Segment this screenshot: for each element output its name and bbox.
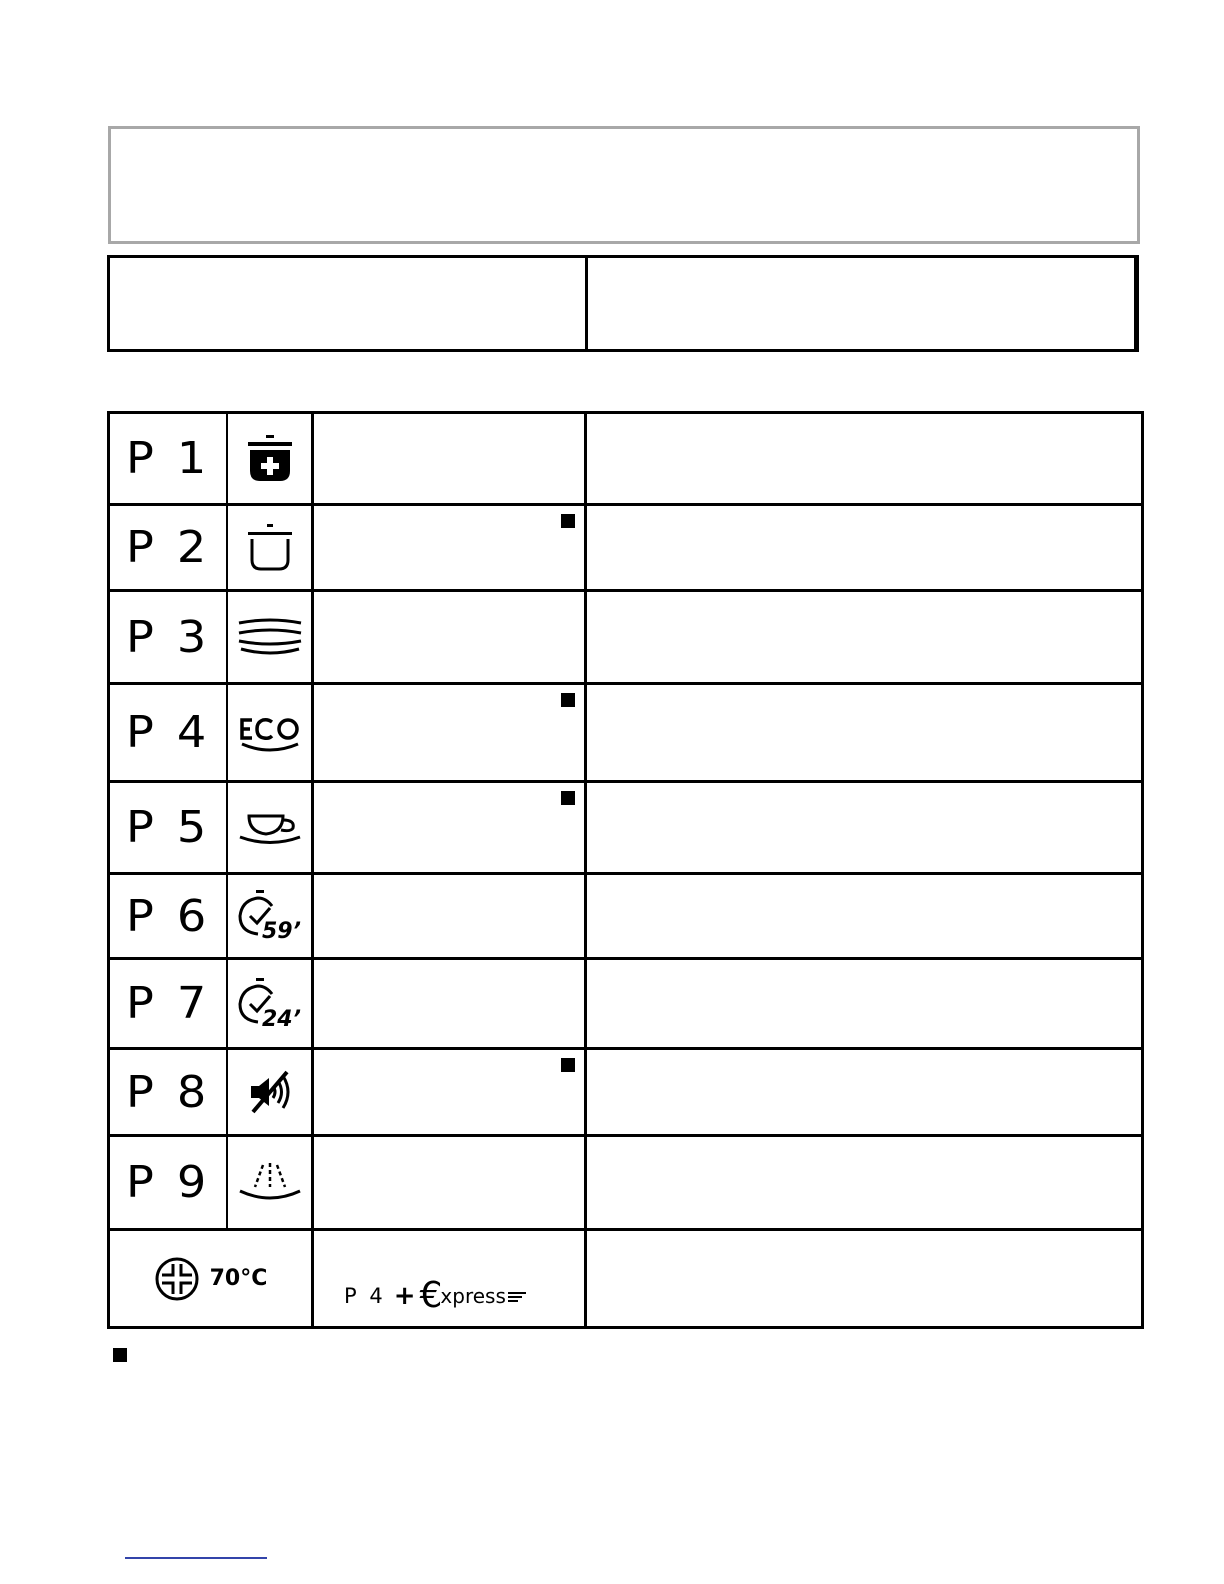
header-cell-left xyxy=(110,258,588,349)
program-name-cell xyxy=(314,506,587,589)
program-name-cell xyxy=(314,685,587,780)
program-code-cell xyxy=(110,960,228,1047)
spray-rinse-icon xyxy=(237,1161,303,1205)
recommended-marker xyxy=(561,693,575,707)
mute-icon xyxy=(245,1068,295,1116)
recommended-marker xyxy=(561,514,575,528)
program-row-p2 xyxy=(110,506,1141,592)
program-name-cell xyxy=(314,1137,587,1228)
program-code: P 9 xyxy=(125,1157,211,1208)
svg-text:59’: 59’ xyxy=(261,919,301,944)
title-box xyxy=(108,126,1140,244)
pot-icon xyxy=(242,522,298,574)
recommended-marker xyxy=(561,791,575,805)
program-description-cell xyxy=(587,875,1141,957)
program-description-cell xyxy=(587,592,1141,682)
timer-59-icon xyxy=(232,888,308,944)
program-description-cell xyxy=(587,685,1141,780)
program-table xyxy=(107,411,1144,1329)
hygiene-description-cell xyxy=(587,1231,1141,1326)
express-plus: + xyxy=(393,1281,416,1311)
program-code-cell xyxy=(110,1050,228,1134)
program-icon-cell xyxy=(228,875,314,957)
program-row-p1 xyxy=(110,414,1141,506)
recommended-marker xyxy=(561,1058,575,1072)
eco-icon xyxy=(236,710,304,756)
program-code-cell xyxy=(110,592,228,682)
program-name-cell xyxy=(314,414,587,503)
express-combo xyxy=(344,1275,526,1316)
program-icon-cell xyxy=(228,783,314,872)
hygiene-cell xyxy=(110,1231,314,1326)
timer-24-icon xyxy=(232,976,308,1032)
program-icon-cell xyxy=(228,592,314,682)
program-name-cell xyxy=(314,592,587,682)
program-code-cell xyxy=(110,414,228,503)
program-description-cell xyxy=(587,414,1141,503)
cup-icon xyxy=(237,808,303,848)
svg-text:24’: 24’ xyxy=(261,1006,301,1032)
program-code-cell xyxy=(110,875,228,957)
program-icon-cell xyxy=(228,960,314,1047)
program-code-cell xyxy=(110,685,228,780)
program-name-cell xyxy=(314,783,587,872)
program-row-p8 xyxy=(110,1050,1141,1137)
hygiene-indicator xyxy=(154,1256,268,1302)
program-code: P 3 xyxy=(125,611,211,663)
program-code: P 8 xyxy=(125,1066,211,1118)
program-row-p5 xyxy=(110,783,1141,875)
program-code-cell xyxy=(110,506,228,589)
express-program-code: P 4 xyxy=(344,1284,386,1308)
program-icon-cell xyxy=(228,1137,314,1228)
hygiene-temperature: 70°C xyxy=(209,1266,268,1291)
program-description-cell xyxy=(587,783,1141,872)
program-description-cell xyxy=(587,506,1141,589)
program-row-p4 xyxy=(110,685,1141,783)
header-table xyxy=(107,255,1139,352)
program-code: P 4 xyxy=(125,707,211,758)
program-row-p7 xyxy=(110,960,1141,1050)
program-code: P 5 xyxy=(125,802,211,853)
program-name-cell xyxy=(314,960,587,1047)
wave-lines-icon xyxy=(237,617,303,657)
program-code: P 2 xyxy=(125,522,211,573)
hygiene-cross-icon xyxy=(154,1256,200,1302)
program-row-p6 xyxy=(110,875,1141,960)
program-icon-cell xyxy=(228,506,314,589)
program-row-p9 xyxy=(110,1137,1141,1231)
program-code-cell xyxy=(110,783,228,872)
express-combo-cell xyxy=(314,1231,587,1326)
hygiene-express-row xyxy=(110,1231,1141,1326)
program-description-cell xyxy=(587,1050,1141,1134)
program-icon-cell xyxy=(228,1050,314,1134)
express-label: xpress xyxy=(440,1284,506,1308)
program-row-p3 xyxy=(110,592,1141,685)
program-name-cell xyxy=(314,875,587,957)
program-icon-cell xyxy=(228,685,314,780)
program-code: P 1 xyxy=(125,433,211,484)
program-code: P 6 xyxy=(125,890,211,942)
program-description-cell xyxy=(587,960,1141,1047)
speed-lines-icon xyxy=(508,1289,526,1303)
footer-rule xyxy=(125,1557,267,1559)
program-description-cell xyxy=(587,1137,1141,1228)
program-code: P 7 xyxy=(125,978,211,1029)
program-icon-cell xyxy=(228,414,314,503)
header-cell-right xyxy=(588,258,1136,349)
footnote-marker xyxy=(113,1348,127,1362)
express-euro-icon: € xyxy=(419,1275,443,1316)
program-code-cell xyxy=(110,1137,228,1228)
program-name-cell xyxy=(314,1050,587,1134)
pot-plus-icon xyxy=(242,433,298,485)
